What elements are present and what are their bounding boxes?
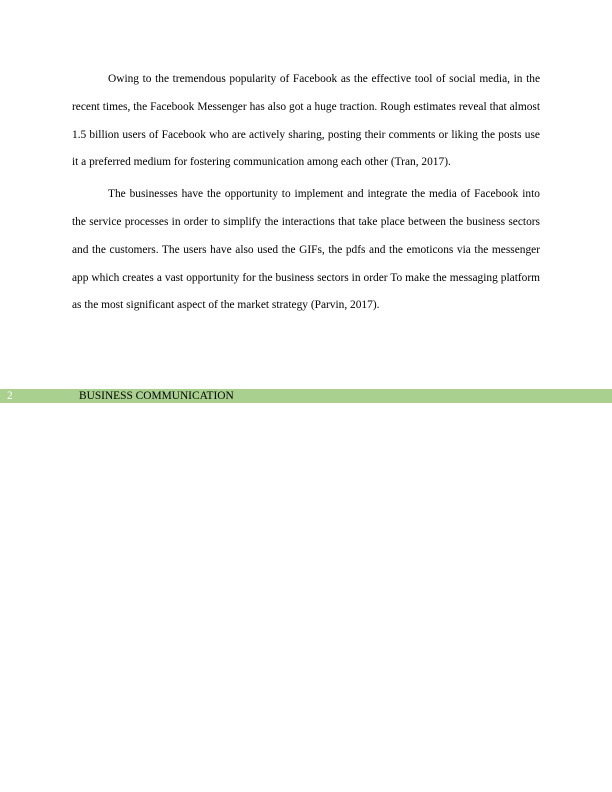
paragraph-facebook-messenger: Owing to the tremendous popularity of Facebook as the effective tool of social media, in the recent times, the Facebook Messenger has also got a huge traction. Rough estimates reveal that almost 1.5 billion users of Facebook who are actively sharing, posting their comments or liking the posts use it a preferred medium for fostering communication among each other (Tran, 2017). (72, 73, 540, 169)
paragraph-business-opportunity: The businesses have the opportunity to implement and integrate the media of Facebook into the service processes in order to simplify the interactions that take place between the business sectors and the customers. The users have also used the GIFs, the pdfs and the emoticons via the messenger app which creates a vast opportunity for the business sectors in order To make the messaging platform as the most significant aspect of the market strategy (Parvin, 2017). (72, 188, 540, 312)
running-head: BUSINESS COMMUNICATION (79, 390, 234, 402)
body-text (72, 66, 540, 324)
page-header-band (0, 389, 612, 403)
page-number: 2 (7, 390, 13, 402)
